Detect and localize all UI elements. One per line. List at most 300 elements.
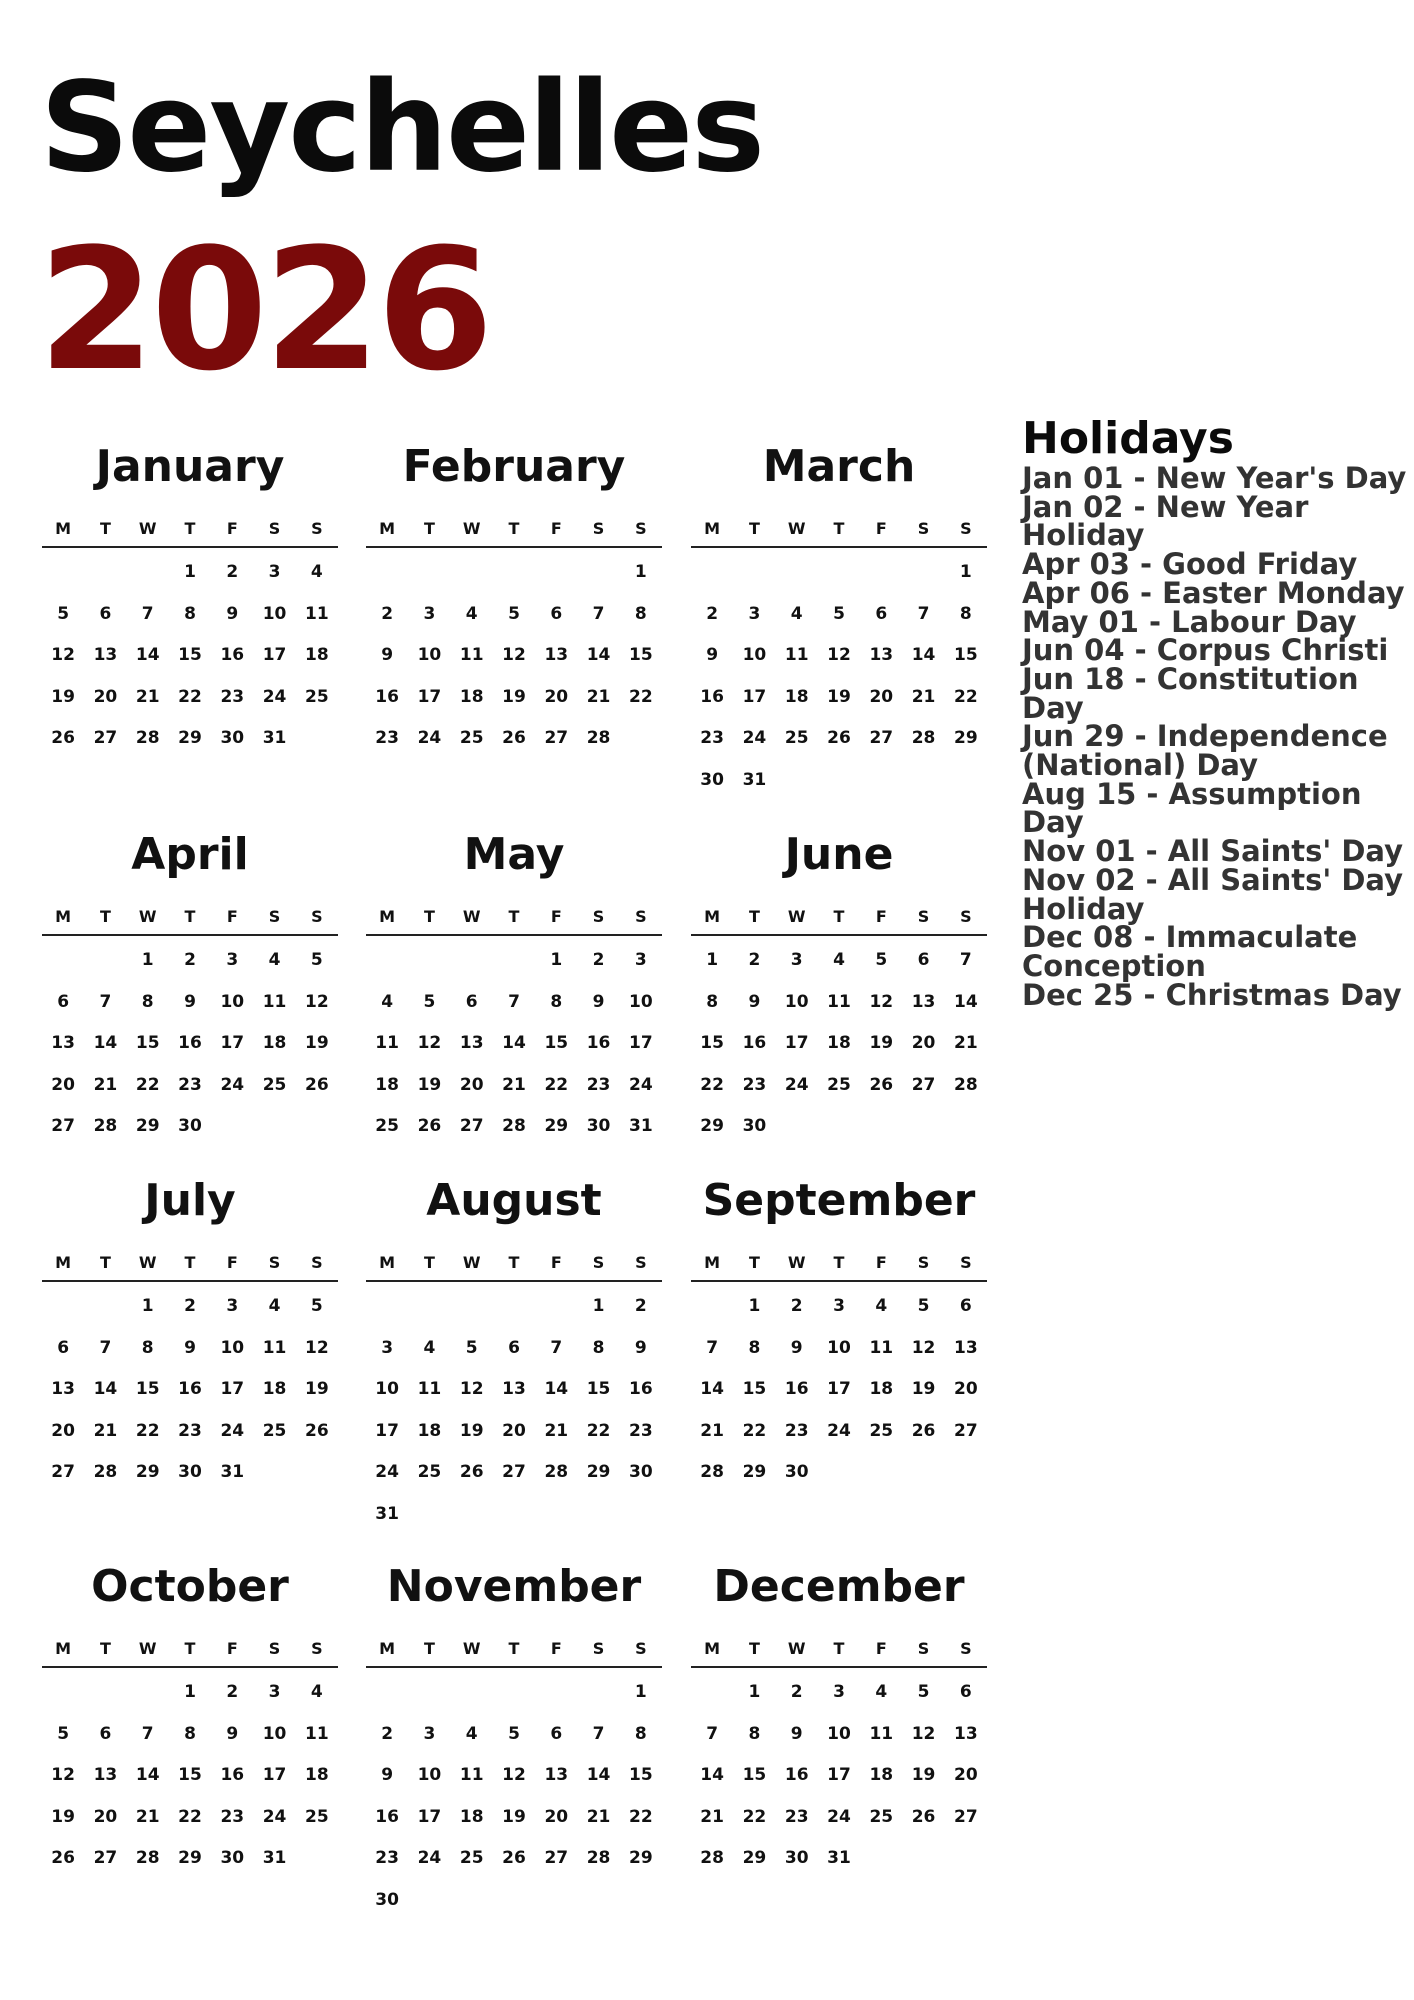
holiday-item: Jun 04 - Corpus Christi <box>1022 633 1389 668</box>
day-cell: 10 <box>262 603 287 624</box>
month-october <box>42 1556 338 1880</box>
day-cell: 26 <box>305 1074 329 1095</box>
empty-cell <box>493 940 535 982</box>
day-cell: 7 <box>592 1723 605 1744</box>
day-cell: 2 <box>381 603 394 624</box>
day-cell: 19 <box>417 1074 442 1095</box>
weekday-label: T <box>423 519 435 538</box>
day-cell: 26 <box>417 1116 442 1136</box>
day-cell: 3 <box>268 1682 281 1702</box>
day-cell: 10 <box>220 1337 245 1358</box>
days-grid <box>366 548 662 760</box>
day-cell: 18 <box>305 645 329 665</box>
weekday-label: T <box>748 1253 760 1272</box>
day-cell: 8 <box>184 1723 196 1744</box>
day-cell: 14 <box>93 1033 118 1053</box>
weekday-label: S <box>917 1639 930 1658</box>
day-cell: 4 <box>381 991 394 1012</box>
day-cell: 11 <box>869 1337 894 1358</box>
day-cell: 4 <box>875 1682 888 1702</box>
day-cell: 31 <box>220 1462 245 1482</box>
day-cell: 11 <box>305 603 329 624</box>
weekday-label: T <box>508 1253 520 1272</box>
weekday-label: T <box>184 1639 196 1658</box>
day-cell: 6 <box>550 603 563 624</box>
weekday-label: W <box>787 519 806 538</box>
day-cell: 19 <box>305 1379 329 1399</box>
day-cell: 3 <box>423 603 436 624</box>
days-grid <box>691 1282 987 1494</box>
weekday-label: M <box>704 519 721 538</box>
empty-cell <box>691 1672 733 1714</box>
day-cell: 28 <box>135 728 160 748</box>
weekday-label: S <box>635 1253 647 1272</box>
day-cell: 8 <box>141 991 154 1012</box>
day-cell: 7 <box>508 991 520 1012</box>
day-cell: 6 <box>550 1723 563 1744</box>
day-cell: 21 <box>586 686 611 707</box>
day-cell: 23 <box>629 1420 653 1441</box>
day-cell: 13 <box>459 1033 484 1053</box>
day-cell: 1 <box>959 562 972 582</box>
day-cell: 5 <box>917 1682 930 1702</box>
day-cell: 9 <box>748 991 761 1012</box>
day-cell: 23 <box>178 1074 202 1095</box>
empty-cell <box>84 552 126 594</box>
days-grid <box>691 936 987 1148</box>
day-cell: 10 <box>220 991 245 1012</box>
day-cell: 17 <box>827 1379 851 1399</box>
day-cell: 6 <box>875 603 888 624</box>
weekday-label: M <box>379 1639 396 1658</box>
day-cell: 22 <box>135 1074 160 1095</box>
day-cell: 24 <box>827 1806 851 1827</box>
day-cell: 20 <box>869 686 894 707</box>
days-grid <box>42 548 338 760</box>
day-cell: 30 <box>586 1116 611 1136</box>
days-grid <box>42 936 338 1148</box>
day-cell: 28 <box>502 1116 526 1136</box>
month-name: September <box>702 1175 976 1226</box>
day-cell: 24 <box>827 1420 851 1441</box>
day-cell: 12 <box>51 1765 75 1785</box>
weekday-label: W <box>462 907 481 926</box>
day-cell: 24 <box>629 1074 653 1095</box>
day-cell: 10 <box>827 1337 851 1358</box>
day-cell: 3 <box>381 1337 394 1358</box>
day-cell: 9 <box>706 645 719 665</box>
day-cell: 22 <box>544 1074 569 1095</box>
day-cell: 17 <box>220 1033 245 1053</box>
day-cell: 5 <box>465 1337 478 1358</box>
day-cell: 1 <box>706 950 719 970</box>
day-cell: 18 <box>262 1033 287 1053</box>
day-cell: 26 <box>459 1462 484 1482</box>
day-cell: 28 <box>700 1848 724 1868</box>
day-cell: 24 <box>262 686 287 707</box>
weekday-label: T <box>748 907 760 926</box>
day-cell: 27 <box>544 728 569 748</box>
weekday-label: M <box>379 519 396 538</box>
day-cell: 16 <box>178 1033 202 1053</box>
weekday-label: S <box>268 1253 281 1272</box>
empty-cell <box>577 1672 619 1714</box>
day-cell: 15 <box>178 645 202 665</box>
day-cell: 22 <box>742 1806 767 1827</box>
day-cell: 1 <box>184 1682 196 1702</box>
day-cell: 16 <box>586 1033 611 1053</box>
weekday-label: T <box>184 1253 196 1272</box>
day-cell: 31 <box>827 1848 851 1868</box>
day-cell: 16 <box>375 686 399 707</box>
day-cell: 24 <box>375 1462 399 1482</box>
day-cell: 23 <box>742 1074 767 1095</box>
day-cell: 17 <box>629 1033 653 1053</box>
day-cell: 26 <box>869 1074 894 1095</box>
empty-cell <box>127 1672 169 1714</box>
empty-cell <box>127 552 169 594</box>
days-grid <box>691 1668 987 1880</box>
weekday-label: S <box>960 907 972 926</box>
day-cell: 11 <box>417 1379 442 1399</box>
days-grid <box>366 1668 662 1921</box>
day-cell: 25 <box>869 1806 894 1827</box>
day-cell: 23 <box>784 1806 809 1827</box>
day-cell: 28 <box>586 728 611 748</box>
day-cell: 19 <box>827 686 851 707</box>
day-cell: 6 <box>959 1296 972 1316</box>
day-cell: 19 <box>502 686 526 707</box>
day-cell: 12 <box>502 645 526 665</box>
day-cell: 16 <box>784 1765 809 1785</box>
empty-cell <box>902 552 944 594</box>
day-cell: 4 <box>268 1296 281 1316</box>
day-cell: 1 <box>634 1682 647 1702</box>
day-cell: 13 <box>544 1765 569 1785</box>
month-name: October <box>91 1561 289 1612</box>
weekday-label: F <box>226 519 238 538</box>
day-cell: 8 <box>550 991 563 1012</box>
day-cell: 15 <box>629 645 653 665</box>
day-cell: 25 <box>827 1074 851 1095</box>
month-name: April <box>131 829 249 880</box>
day-cell: 23 <box>700 728 724 748</box>
month-name: January <box>95 441 285 492</box>
day-cell: 29 <box>700 1116 724 1136</box>
day-cell: 23 <box>178 1420 202 1441</box>
day-cell: 11 <box>784 645 809 665</box>
day-cell: 14 <box>954 991 978 1012</box>
weekday-label: S <box>592 907 605 926</box>
empty-cell <box>84 940 126 982</box>
day-cell: 12 <box>51 645 75 665</box>
day-cell: 2 <box>381 1723 394 1744</box>
day-cell: 30 <box>178 1116 202 1136</box>
day-cell: 18 <box>417 1420 442 1441</box>
weekday-label: M <box>55 519 72 538</box>
day-cell: 26 <box>51 1848 75 1868</box>
day-cell: 19 <box>911 1765 936 1785</box>
day-cell: 1 <box>141 950 154 970</box>
day-cell: 24 <box>417 728 442 748</box>
day-cell: 30 <box>375 1889 399 1910</box>
day-cell: 24 <box>220 1420 245 1441</box>
day-cell: 17 <box>784 1033 809 1053</box>
weekday-label: T <box>748 519 760 538</box>
day-cell: 21 <box>502 1074 526 1095</box>
day-cell: 6 <box>959 1682 972 1702</box>
day-cell: 25 <box>305 686 329 707</box>
day-cell: 8 <box>141 1337 154 1358</box>
month-name: December <box>713 1561 965 1612</box>
day-cell: 27 <box>954 1806 978 1827</box>
empty-cell <box>84 1672 126 1714</box>
day-cell: 28 <box>135 1848 160 1868</box>
weekday-label: T <box>423 1253 435 1272</box>
day-cell: 19 <box>459 1420 484 1441</box>
holiday-item: Jan 01 - New Year's Day <box>1022 461 1407 495</box>
day-cell: 25 <box>375 1116 399 1136</box>
day-cell: 29 <box>629 1848 653 1868</box>
day-cell: 17 <box>417 1806 442 1827</box>
day-cell: 30 <box>629 1462 653 1482</box>
day-cell: 21 <box>135 1806 160 1827</box>
holiday-item: Jun 29 - Independence (National) Day <box>1022 719 1388 783</box>
day-cell: 3 <box>833 1682 845 1702</box>
empty-cell <box>818 552 860 594</box>
day-cell: 3 <box>226 1296 239 1316</box>
day-cell: 27 <box>51 1116 75 1136</box>
weekday-label: T <box>508 907 520 926</box>
weekday-header <box>366 1632 662 1668</box>
day-cell: 2 <box>634 1296 647 1316</box>
weekday-label: M <box>55 907 72 926</box>
day-cell: 3 <box>634 950 647 970</box>
day-cell: 10 <box>262 1723 287 1744</box>
day-cell: 28 <box>954 1074 978 1095</box>
weekday-header <box>691 900 987 936</box>
day-cell: 8 <box>748 1337 761 1358</box>
day-cell: 6 <box>99 603 112 624</box>
weekday-label: F <box>550 1253 562 1272</box>
day-cell: 18 <box>784 686 809 707</box>
weekday-label: F <box>550 1639 562 1658</box>
day-cell: 12 <box>911 1337 936 1358</box>
empty-cell <box>493 1286 535 1328</box>
day-cell: 13 <box>93 645 118 665</box>
weekday-label: T <box>99 1253 111 1272</box>
weekday-header <box>366 900 662 936</box>
day-cell: 2 <box>226 562 239 582</box>
month-april <box>42 824 338 1148</box>
day-cell: 1 <box>748 1682 761 1702</box>
day-cell: 3 <box>423 1723 436 1744</box>
day-cell: 5 <box>875 950 888 970</box>
day-cell: 6 <box>57 991 70 1012</box>
day-cell: 5 <box>917 1296 930 1316</box>
day-cell: 3 <box>268 562 281 582</box>
day-cell: 10 <box>784 991 809 1012</box>
empty-cell <box>84 1286 126 1328</box>
day-cell: 31 <box>262 728 287 748</box>
day-cell: 15 <box>700 1033 724 1053</box>
holiday-item: Nov 01 - All Saints' Day <box>1022 834 1403 869</box>
day-cell: 15 <box>135 1033 160 1053</box>
weekday-label: F <box>226 907 238 926</box>
day-cell: 31 <box>262 1848 287 1868</box>
weekday-label: W <box>138 1253 157 1272</box>
day-cell: 14 <box>911 645 936 665</box>
weekday-label: W <box>462 519 481 538</box>
day-cell: 19 <box>502 1806 526 1827</box>
day-cell: 5 <box>423 991 436 1012</box>
day-cell: 11 <box>305 1723 329 1744</box>
day-cell: 21 <box>700 1806 724 1827</box>
empty-cell <box>42 552 84 594</box>
day-cell: 29 <box>544 1116 569 1136</box>
day-cell: 21 <box>700 1420 724 1441</box>
day-cell: 9 <box>226 603 239 624</box>
day-cell: 22 <box>954 686 978 707</box>
day-cell: 29 <box>586 1462 611 1482</box>
weekday-label: S <box>635 519 647 538</box>
holiday-item: Jun 18 - Constitution Day <box>1022 661 1359 725</box>
weekday-label: M <box>55 1253 72 1272</box>
day-cell: 7 <box>959 950 972 970</box>
day-cell: 15 <box>586 1379 611 1399</box>
day-cell: 30 <box>700 769 724 790</box>
day-cell: 9 <box>634 1337 647 1358</box>
day-cell: 20 <box>93 1806 118 1827</box>
day-cell: 19 <box>305 1033 329 1053</box>
weekday-label: S <box>268 519 281 538</box>
day-cell: 16 <box>178 1379 202 1399</box>
weekday-header <box>691 512 987 548</box>
day-cell: 29 <box>135 1462 160 1482</box>
day-cell: 14 <box>544 1379 569 1399</box>
weekday-label: S <box>917 907 930 926</box>
day-cell: 17 <box>262 645 287 665</box>
day-cell: 19 <box>51 686 75 707</box>
day-cell: 4 <box>790 603 803 624</box>
month-january <box>42 436 338 760</box>
day-cell: 14 <box>586 1765 611 1785</box>
day-cell: 24 <box>262 1806 287 1827</box>
day-cell: 20 <box>459 1074 484 1095</box>
weekday-header <box>42 1632 338 1668</box>
day-cell: 30 <box>220 728 245 748</box>
day-cell: 15 <box>742 1765 767 1785</box>
day-cell: 11 <box>869 1723 894 1744</box>
day-cell: 12 <box>305 991 329 1012</box>
weekday-label: T <box>833 907 845 926</box>
empty-cell <box>366 1286 408 1328</box>
day-cell: 10 <box>742 645 767 665</box>
day-cell: 28 <box>700 1462 724 1482</box>
empty-cell <box>733 552 775 594</box>
day-cell: 13 <box>911 991 936 1012</box>
day-cell: 17 <box>262 1765 287 1785</box>
day-cell: 7 <box>141 603 154 624</box>
day-cell: 1 <box>748 1296 761 1316</box>
year-heading: 2026 <box>38 212 490 408</box>
weekday-label: S <box>635 1639 647 1658</box>
day-cell: 26 <box>911 1806 936 1827</box>
day-cell: 4 <box>310 1682 323 1702</box>
day-cell: 15 <box>742 1379 767 1399</box>
day-cell: 18 <box>869 1765 894 1785</box>
empty-cell <box>493 1672 535 1714</box>
day-cell: 20 <box>911 1033 936 1053</box>
weekday-label: S <box>592 1253 605 1272</box>
day-cell: 31 <box>742 769 767 790</box>
weekday-label: F <box>550 519 562 538</box>
day-cell: 18 <box>262 1379 287 1399</box>
day-cell: 26 <box>51 728 75 748</box>
holiday-item: Dec 08 - Immaculate Conception <box>1022 920 1358 983</box>
weekday-label: F <box>550 907 562 926</box>
day-cell: 24 <box>417 1848 442 1868</box>
weekday-label: S <box>592 1639 605 1658</box>
month-june <box>691 824 987 1148</box>
day-cell: 9 <box>184 991 196 1012</box>
empty-cell <box>42 1672 84 1714</box>
weekday-label: M <box>704 1639 721 1658</box>
weekday-label: S <box>268 1639 281 1658</box>
day-cell: 27 <box>954 1420 978 1441</box>
weekday-label: F <box>226 1639 238 1658</box>
weekday-label: T <box>99 519 111 538</box>
weekday-label: F <box>875 1639 887 1658</box>
day-cell: 9 <box>592 991 605 1012</box>
empty-cell <box>366 1672 408 1714</box>
holiday-item: Dec 25 - Christmas Day <box>1022 977 1402 1012</box>
day-cell: 25 <box>262 1074 287 1095</box>
weekday-label: F <box>875 907 887 926</box>
day-cell: 14 <box>93 1379 118 1399</box>
day-cell: 20 <box>954 1765 978 1785</box>
day-cell: 27 <box>502 1462 526 1482</box>
weekday-label: T <box>423 907 435 926</box>
day-cell: 11 <box>262 991 287 1012</box>
day-cell: 8 <box>706 991 719 1012</box>
day-cell: 5 <box>508 603 520 624</box>
weekday-label: W <box>462 1253 481 1272</box>
weekday-label: W <box>787 1639 806 1658</box>
day-cell: 2 <box>790 1682 803 1702</box>
day-cell: 19 <box>51 1806 75 1827</box>
weekday-label: M <box>55 1639 72 1658</box>
weekday-label: S <box>311 1639 323 1658</box>
day-cell: 27 <box>459 1116 484 1136</box>
day-cell: 18 <box>869 1379 894 1399</box>
day-cell: 4 <box>310 562 323 582</box>
day-cell: 28 <box>911 728 936 748</box>
weekday-header <box>42 900 338 936</box>
day-cell: 3 <box>748 603 761 624</box>
weekday-header <box>366 512 662 548</box>
empty-cell <box>535 1286 577 1328</box>
day-cell: 30 <box>220 1848 245 1868</box>
days-grid <box>42 1282 338 1494</box>
holiday-item: Aug 15 - Assumption Day <box>1022 776 1362 840</box>
empty-cell <box>408 1672 450 1714</box>
day-cell: 5 <box>57 1723 70 1744</box>
day-cell: 14 <box>135 1765 160 1785</box>
month-november <box>366 1556 662 1921</box>
day-cell: 16 <box>220 645 245 665</box>
day-cell: 19 <box>869 1033 894 1053</box>
